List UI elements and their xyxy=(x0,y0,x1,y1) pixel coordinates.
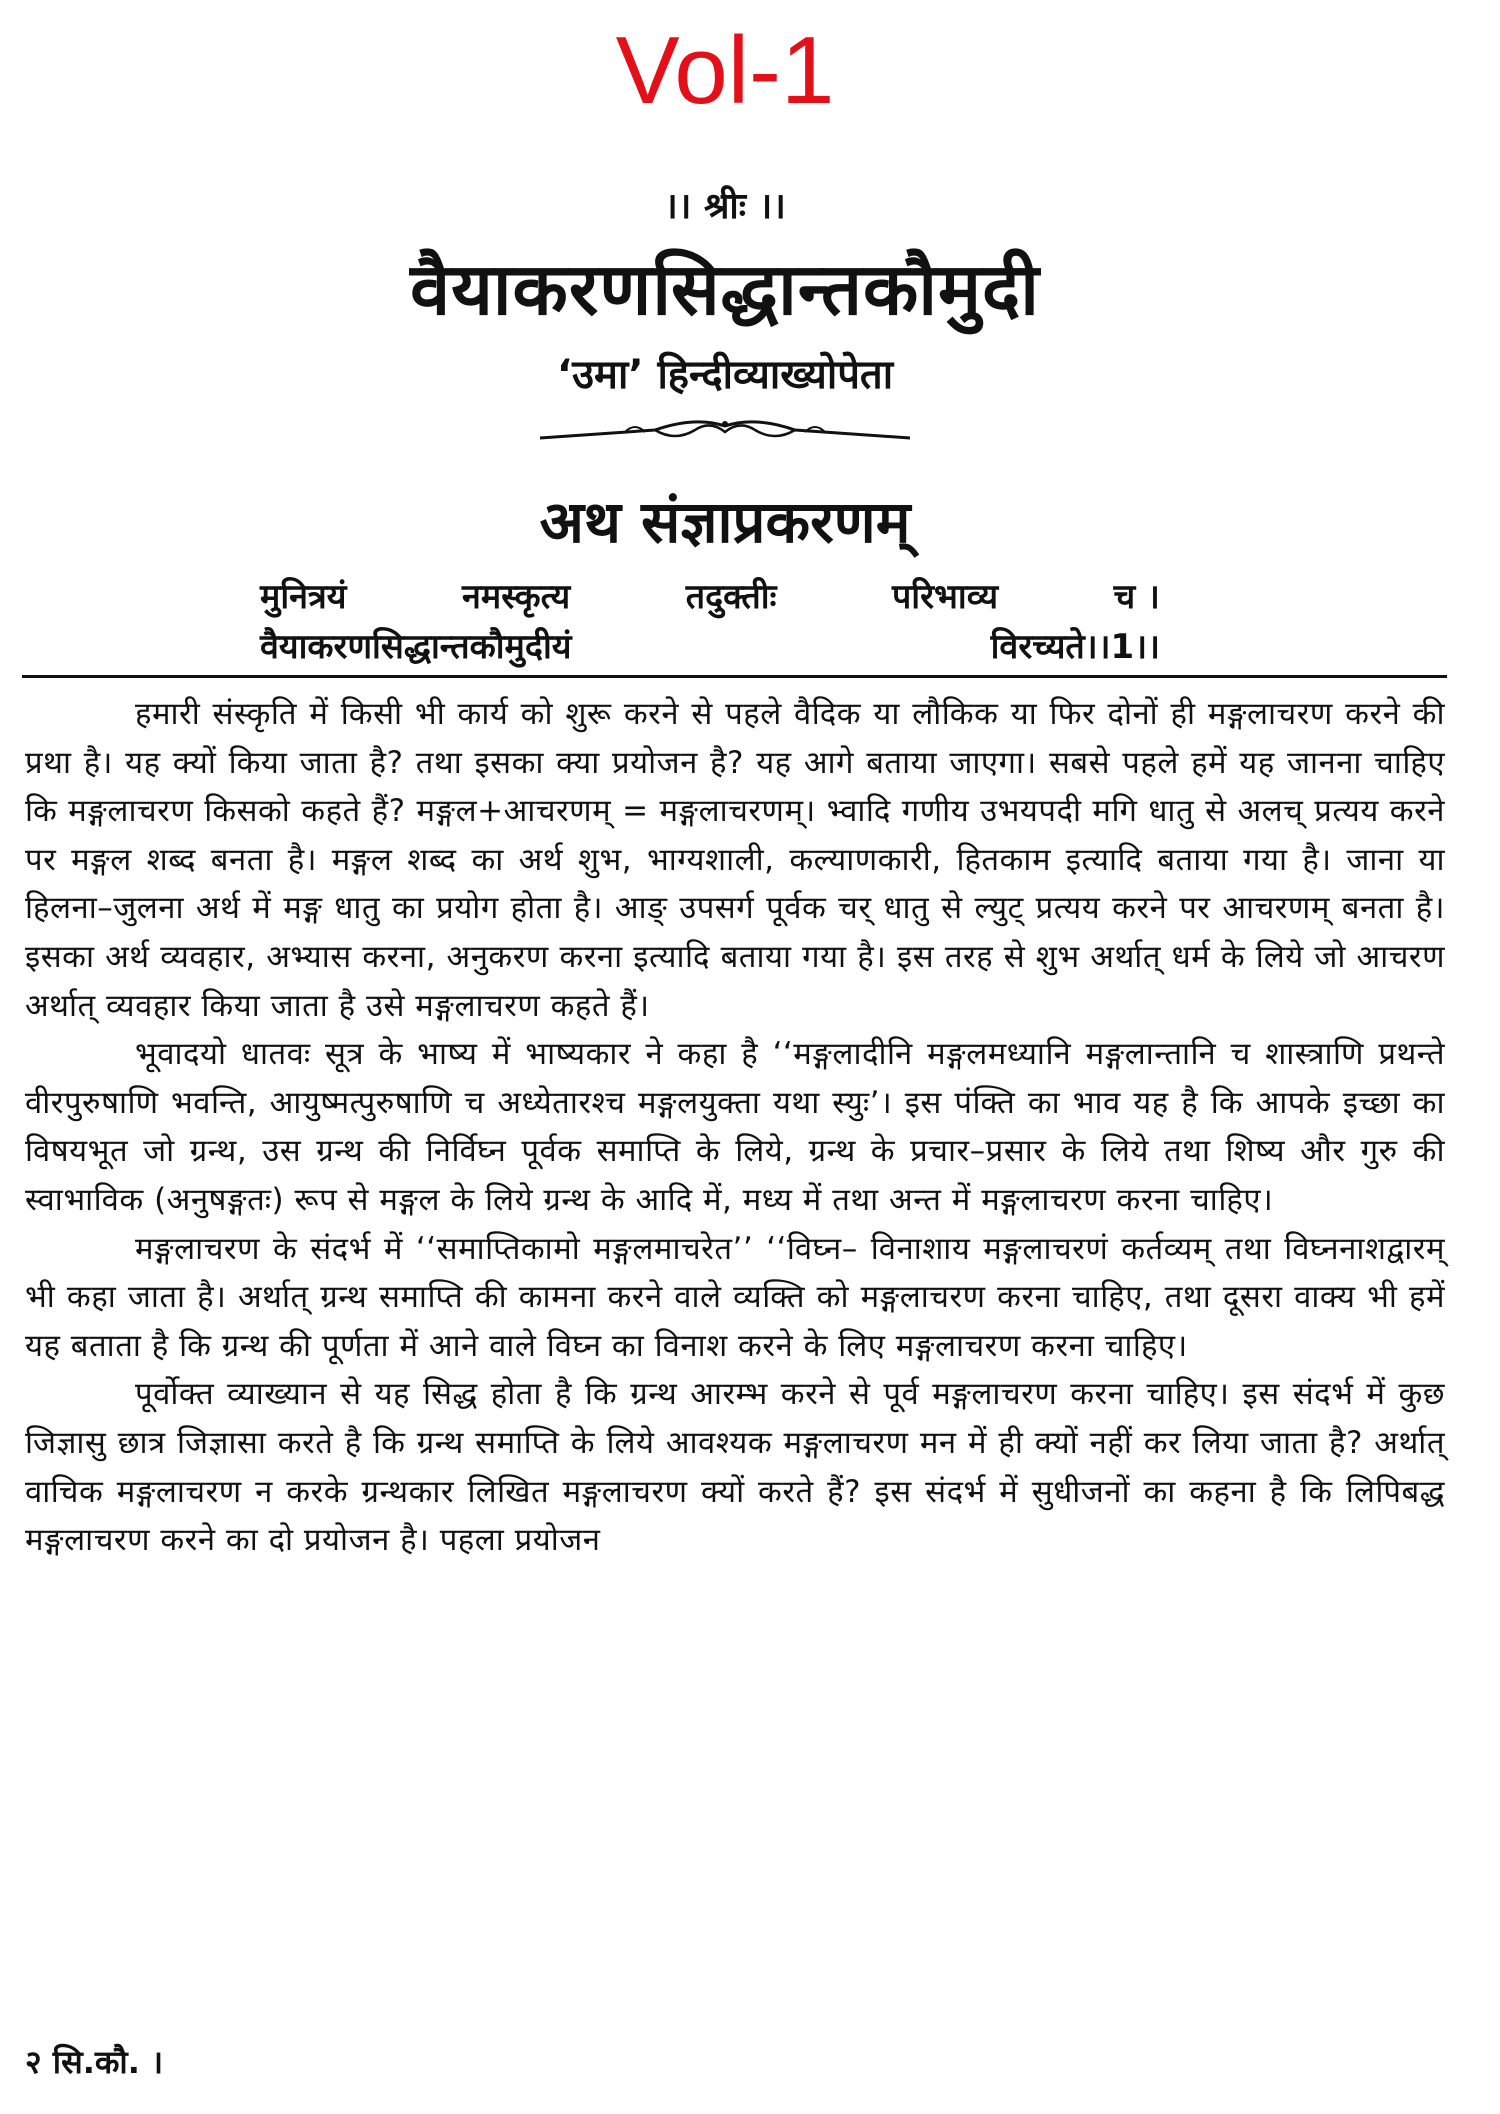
horizontal-divider xyxy=(22,675,1447,678)
book-title: वैयाकरणसिद्धान्तकौमुदी xyxy=(410,247,1040,331)
page-signature: २ सि.कौ. । xyxy=(25,2043,164,2081)
book-subtitle: ‘उमा’ हिन्दीव्याख्योपेता xyxy=(556,352,894,398)
volume-label: Vol-1 xyxy=(615,17,835,124)
verse-word: परिभाव्य xyxy=(891,577,999,617)
verse-line-1 xyxy=(260,572,1160,618)
invocation: ।। श्रीः ।। xyxy=(664,186,786,227)
decorative-ornament xyxy=(535,408,915,448)
verse-word: नमस्कृत्य xyxy=(462,577,571,617)
paragraph: हमारी संस्कृति में किसी भी कार्य को शुरू करने से पहले वैदिक या लौकिक या फिर दोनों ही मङ्गलाचरण करने की प्रथा है। यह क्यों किया जाता है? तथा इसका क्या प्रयोजन है? यह आगे बताया जाएगा। सबसे पहले हमें यह जानना चाहिए कि मङ्गलाचरण किसको कहते हैं? मङ्गल+आचरणम् = मङ्गलाचरणम्। भ्वादि गणीय उभयपदी मगि धातु से अलच् प्रत्यय करने पर मङ्गल शब्द बनता है। मङ्गल शब्द का अर्थ शुभ, भाग्यशाली, कल्याणकारी, हितकाम इत्यादि बताया गया है। जाना या हिलना–जुलना अर्थ में मङ्ग धातु का प्रयोग होता है। आङ् उपसर्ग पूर्वक चर् धातु से ल्युट् प्रत्यय करने पर आचरणम् बनता है। इसका अर्थ व्यवहार, अभ्यास करना, अनुकरण करना इत्यादि बताया गया है। इस तरह से शुभ अर्थात् धर्म के लिये जो आचरण अर्थात् व्यवहार किया जाता है उसे मङ्गलाचरण कहते हैं। xyxy=(25,696,1445,1024)
paragraph: पूर्वोक्त व्याख्यान से यह सिद्ध होता है कि ग्रन्थ आरम्भ करने से पूर्व मङ्गलाचरण करना चाहिए। इस संदर्भ में कुछ जिज्ञासु छात्र जिज्ञासा करते है कि ग्रन्थ समाप्ति के लिये आवश्यक मङ्गलाचरण मन में ही क्यों नहीं कर लिया जाता है? अर्थात् वाचिक मङ्गलाचरण न करके ग्रन्थकार लिखित मङ्गलाचरण क्यों करते हैं? इस संदर्भ में सुधीजनों का कहना है कि लिपिबद्ध मङ्गलाचरण करने का दो प्रयोजन है। पहला प्रयोजन xyxy=(25,1376,1445,1559)
verse-word: तदुक्तीः xyxy=(685,577,777,617)
verse-word: वैयाकरणसिद्धान्तकौमुदीयं xyxy=(260,627,572,667)
chapter-title: अथ संज्ञाप्रकरणम् xyxy=(539,488,911,556)
verse-word: मुनित्रयं xyxy=(260,577,347,617)
verse-line-2 xyxy=(260,622,1160,668)
verse-word: विरच्यते।।1।। xyxy=(990,627,1160,667)
verse-word: च । xyxy=(1113,577,1160,617)
paragraph: मङ्गलाचरण के संदर्भ में ‘‘समाप्तिकामो मङ्गलमाचरेत’’ ‘‘विघ्न– विनाशाय मङ्गलाचरणं कर्तव्यम् तथा विघ्ननाशद्वारम् भी कहा जाता है। अर्थात् ग्रन्थ समाप्ति की कामना करने वाले व्यक्ति को मङ्गलाचरण करना चाहिए, तथा दूसरा वाक्य भी हमें यह बताता है कि ग्रन्थ की पूर्णता में आने वाले विघ्न का विनाश करने के लिए मङ्गलाचरण करना चाहिए। xyxy=(25,1230,1445,1364)
paragraph: भूवादयो धातवः सूत्र के भाष्य में भाष्यकार ने कहा है ‘‘मङ्गलादीनि मङ्गलमध्यानि मङ्गलान्तानि च शास्त्राणि प्रथन्ते वीरपुरुषाणि भवन्ति, आयुष्मत्पुरुषाणि च अध्येतारश्च मङ्गलयुक्ता यथा स्युः’। इस पंक्ति का भाव यह है कि आपके इच्छा का विषयभूत जो ग्रन्थ, उस ग्रन्थ की निर्विघ्न पूर्वक समाप्ति के लिये, ग्रन्थ के प्रचार–प्रसार के लिये तथा शिष्य और गुरु की स्वाभाविक (अनुषङ्गतः) रूप से मङ्गल के लिये ग्रन्थ के आदि में, मध्य में तथा अन्त में मङ्गलाचरण करना चाहिए। xyxy=(25,1036,1445,1218)
body-text xyxy=(25,690,1445,1565)
